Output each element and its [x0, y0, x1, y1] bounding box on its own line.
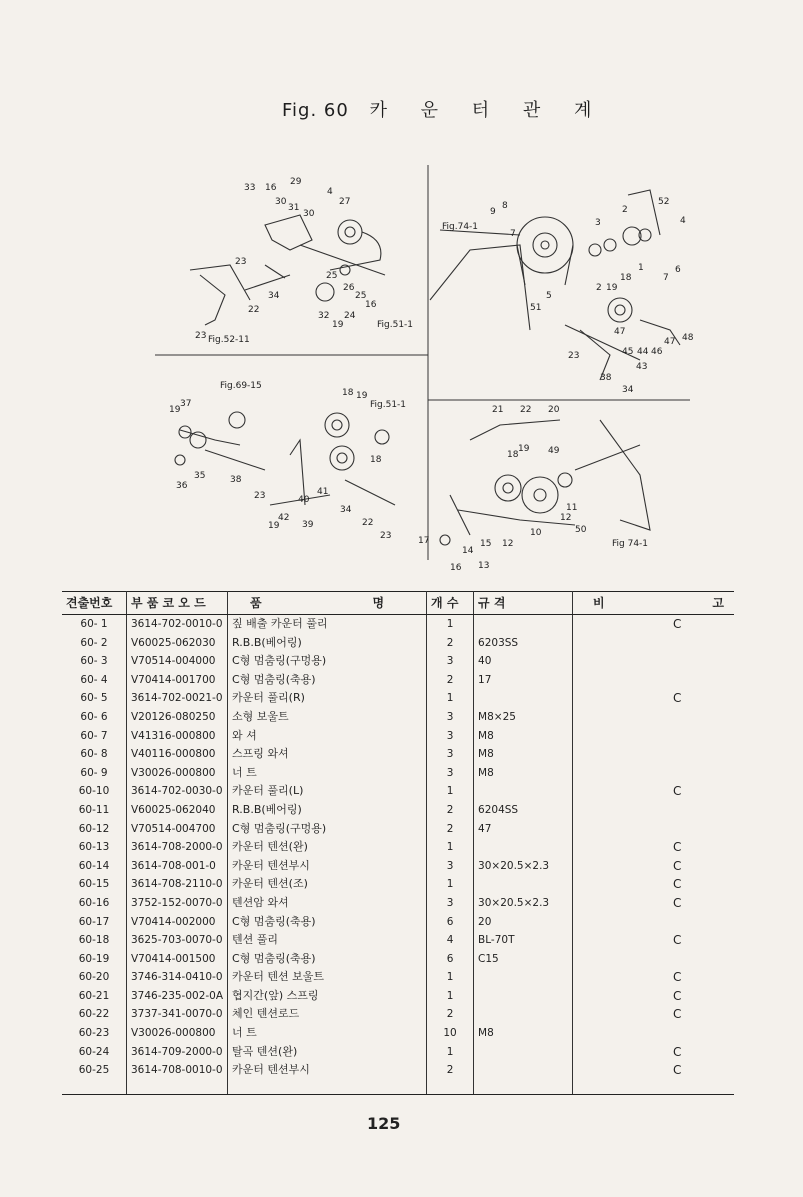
label-37: 37: [180, 399, 192, 409]
cell-code: 3625-703-0070-0: [127, 931, 228, 950]
label-23d: 23: [254, 491, 266, 501]
cell-qty: 1: [427, 968, 474, 987]
label-fig51-1: Fig.51-1: [377, 320, 414, 330]
label-2b: 2: [596, 283, 602, 293]
cell-code: 3746-235-002-0A: [127, 987, 228, 1006]
cell-name: C형 멈춤링(구멍용): [228, 652, 427, 671]
cell-code: V40116-000800: [127, 745, 228, 764]
label-22c: 22: [520, 405, 532, 415]
cell-name: 카운터 텐션부시: [228, 857, 427, 876]
cell-name: R.B.B(베어링): [228, 634, 427, 653]
cell-note: C: [673, 877, 682, 892]
cell-spec: [474, 615, 573, 634]
cell-qty: 2: [427, 801, 474, 820]
label-43: 43: [636, 362, 648, 372]
cell-spec: [474, 987, 573, 1006]
label-25b: 25: [355, 291, 367, 301]
cell-spec: [474, 968, 573, 987]
cell-note: C: [673, 858, 682, 873]
header-name-right: 명: [372, 595, 385, 610]
cell-code: 3614-702-0010-0: [127, 615, 228, 634]
label-38b: 38: [230, 475, 242, 485]
label-22b: 22: [362, 518, 374, 528]
cell-code: 3614-708-001-0: [127, 857, 228, 876]
label-34b: 34: [622, 385, 634, 395]
cell-no: 60- 3: [62, 652, 127, 671]
cell-qty: 6: [427, 913, 474, 932]
cell-spec: 30×20.5×2.3: [474, 857, 573, 876]
cell-note: [573, 820, 734, 839]
cell-note: C: [673, 1007, 682, 1022]
cell-no: 60- 7: [62, 727, 127, 746]
quadrant-dividers: [155, 165, 690, 560]
label-15: 15: [480, 539, 492, 549]
cell-code: V41316-000800: [127, 727, 228, 746]
cell-qty: 1: [427, 838, 474, 857]
cell-note: C: [673, 988, 682, 1003]
table-row: [62, 782, 734, 801]
table-row: [62, 745, 734, 764]
cell-note: C: [673, 617, 682, 631]
cell-name: R.B.B(베어링): [228, 801, 427, 820]
label-7: 7: [510, 229, 516, 239]
label-38: 38: [600, 373, 612, 383]
cell-qty: 1: [427, 782, 474, 801]
table-row: [62, 838, 734, 857]
label-47: 47: [614, 327, 626, 337]
label-39: 39: [302, 520, 314, 530]
cell-code: 3737-341-0070-0: [127, 1005, 228, 1024]
label-46: 46: [651, 347, 663, 357]
cell-no: 60- 9: [62, 764, 127, 783]
cell-qty: 10: [427, 1024, 474, 1043]
cell-no: 60-10: [62, 782, 127, 801]
cell-name: 텐션 풀리: [228, 931, 427, 950]
label-4b: 4: [680, 216, 686, 226]
cell-no: 60-20: [62, 968, 127, 987]
cell-spec: M8: [474, 727, 573, 746]
label-51: 51: [530, 303, 542, 313]
cell-no: 60-25: [62, 1061, 127, 1094]
cell-spec: 6204SS: [474, 801, 573, 820]
cell-no: 60-23: [62, 1024, 127, 1043]
parts-table: [62, 591, 734, 1095]
label-25: 25: [326, 271, 338, 281]
cell-name: 카운터 풀리(L): [228, 782, 427, 801]
table-header-row: [62, 592, 734, 615]
label-7b: 7: [663, 273, 669, 283]
cell-note: C: [673, 691, 682, 706]
label-5: 5: [546, 291, 552, 301]
cell-qty: 3: [427, 708, 474, 727]
header-no: 견출번호: [62, 592, 127, 615]
cell-spec: 40: [474, 652, 573, 671]
cell-qty: 1: [427, 987, 474, 1006]
cell-no: 60-24: [62, 1043, 127, 1062]
cell-qty: 2: [427, 671, 474, 690]
label-23: 23: [235, 257, 247, 267]
cell-note: [573, 745, 734, 764]
label-30: 30: [275, 197, 287, 207]
cell-name: 너 트: [228, 1024, 427, 1043]
header-qty: 개 수: [427, 592, 474, 615]
label-33: 33: [244, 183, 256, 193]
cell-note: [573, 950, 734, 969]
cell-note: [573, 671, 734, 690]
label-8: 8: [502, 201, 508, 211]
cell-note: C: [673, 970, 682, 985]
cell-name: 카운터 텐션(완): [228, 838, 427, 857]
label-19e: 19: [268, 521, 280, 531]
table-row: [62, 1043, 734, 1062]
cell-spec: [474, 875, 573, 894]
label-12: 12: [560, 513, 572, 523]
label-10: 10: [530, 528, 542, 538]
label-24: 24: [344, 311, 356, 321]
cell-code: V70514-004000: [127, 652, 228, 671]
cell-no: 60-11: [62, 801, 127, 820]
cell-qty: 1: [427, 615, 474, 634]
table-row: [62, 913, 734, 932]
label-19b: 19: [606, 283, 618, 293]
table-row: [62, 689, 734, 708]
cell-note: C: [573, 1061, 734, 1094]
cell-no: 60-22: [62, 1005, 127, 1024]
table-row: [62, 968, 734, 987]
cell-name: 텐션암 와셔: [228, 894, 427, 913]
cell-note: [573, 913, 734, 932]
label-50: 50: [575, 525, 587, 535]
cell-qty: 1: [427, 1043, 474, 1062]
label-13: 13: [478, 561, 490, 571]
label-29: 29: [290, 177, 302, 187]
cell-spec: [474, 838, 573, 857]
cell-spec: [474, 689, 573, 708]
header-spec: 규 격: [474, 592, 573, 615]
label-16: 16: [265, 183, 277, 193]
table-row: [62, 987, 734, 1006]
cell-spec: [474, 1005, 573, 1024]
figure-caption: 카 운 터 관 계: [369, 100, 606, 121]
cell-name: C형 멈춤링(축용): [228, 913, 427, 932]
label-26: 26: [343, 283, 355, 293]
label-14: 14: [462, 546, 474, 556]
label-23e: 23: [380, 531, 392, 541]
quadrant-bottom-right: [440, 420, 650, 545]
cell-no: 60-19: [62, 950, 127, 969]
label-44: 44: [637, 347, 649, 357]
cell-qty: 2: [427, 1061, 474, 1094]
table-row: [62, 1061, 734, 1094]
cell-name: 카운터 텐션(조): [228, 875, 427, 894]
table-row: [62, 820, 734, 839]
cell-spec: M8×25: [474, 708, 573, 727]
cell-name: 체인 텐션로드: [228, 1005, 427, 1024]
label-4: 4: [327, 187, 333, 197]
table-row: [62, 727, 734, 746]
cell-name: C형 멈춤링(축용): [228, 671, 427, 690]
label-45: 45: [622, 347, 634, 357]
cell-note: [573, 634, 734, 653]
cell-spec: M8: [474, 745, 573, 764]
cell-qty: 3: [427, 745, 474, 764]
cell-note: [573, 764, 734, 783]
label-fig74-1: Fig.74-1: [442, 222, 479, 232]
label-2: 2: [622, 205, 628, 215]
table-row: [62, 1005, 734, 1024]
cell-qty: 2: [427, 820, 474, 839]
cell-name: C형 멈춤링(축용): [228, 950, 427, 969]
cell-code: 3614-702-0030-0: [127, 782, 228, 801]
quadrant-top-left: [190, 215, 385, 325]
cell-no: 60-14: [62, 857, 127, 876]
cell-code: 3614-708-2110-0: [127, 875, 228, 894]
label-22: 22: [248, 305, 260, 315]
cell-name: 카운터 텐션부시: [228, 1061, 427, 1094]
cell-no: 60-13: [62, 838, 127, 857]
cell-no: 60- 8: [62, 745, 127, 764]
cell-name: 소형 보울트: [228, 708, 427, 727]
table-row: [62, 857, 734, 876]
table-row: [62, 931, 734, 950]
cell-qty: 3: [427, 894, 474, 913]
cell-code: V60025-062040: [127, 801, 228, 820]
table-row: [62, 652, 734, 671]
label-34: 34: [268, 291, 280, 301]
label-35: 35: [194, 471, 206, 481]
label-19: 19: [332, 320, 344, 330]
label-42: 42: [278, 513, 290, 523]
label-6: 6: [675, 265, 681, 275]
label-18d: 18: [507, 450, 519, 460]
cell-spec: 47: [474, 820, 573, 839]
cell-qty: 4: [427, 931, 474, 950]
cell-code: V30026-000800: [127, 764, 228, 783]
label-12b: 12: [502, 539, 514, 549]
label-19d: 19: [356, 391, 368, 401]
cell-spec: BL-70T: [474, 931, 573, 950]
label-49: 49: [548, 446, 560, 456]
table-row: [62, 894, 734, 913]
cell-spec: [474, 782, 573, 801]
cell-code: V30026-000800: [127, 1024, 228, 1043]
header-code: 부 품 코 오 드: [127, 592, 228, 615]
table-row: [62, 615, 734, 634]
label-48: 48: [682, 333, 694, 343]
cell-no: 60- 5: [62, 689, 127, 708]
header-note: [573, 592, 734, 615]
table-row: [62, 950, 734, 969]
label-30b: 30: [303, 209, 315, 219]
header-name-left: 품: [250, 595, 262, 610]
cell-note: C: [673, 1044, 682, 1059]
label-19c: 19: [169, 405, 181, 415]
label-18b: 18: [342, 388, 354, 398]
cell-spec: 30×20.5×2.3: [474, 894, 573, 913]
label-36: 36: [176, 481, 188, 491]
page-number: 125: [367, 1114, 401, 1133]
cell-qty: 6: [427, 950, 474, 969]
cell-no: 60-18: [62, 931, 127, 950]
table-row: [62, 801, 734, 820]
cell-spec: 20: [474, 913, 573, 932]
cell-no: 60-12: [62, 820, 127, 839]
cell-spec: 6203SS: [474, 634, 573, 653]
cell-note: C: [673, 895, 682, 910]
cell-name: 카운터 풀리(R): [228, 689, 427, 708]
cell-code: V60025-062030: [127, 634, 228, 653]
label-34c: 34: [340, 505, 352, 515]
exploded-parts-diagram: [0, 0, 803, 580]
label-32: 32: [318, 311, 330, 321]
label-fig51-1b: Fig.51-1: [370, 400, 407, 410]
cell-code: 3614-708-0010-0: [127, 1061, 228, 1094]
cell-code: V20126-080250: [127, 708, 228, 727]
label-9: 9: [490, 207, 496, 217]
cell-spec: 17: [474, 671, 573, 690]
table-row: [62, 634, 734, 653]
table-row: [62, 875, 734, 894]
cell-qty: 1: [427, 875, 474, 894]
cell-note: [573, 652, 734, 671]
label-11: 11: [566, 503, 578, 513]
label-41: 41: [317, 487, 329, 497]
cell-qty: 3: [427, 652, 474, 671]
cell-code: V70414-001500: [127, 950, 228, 969]
label-27: 27: [339, 197, 351, 207]
parts-table-body: [62, 615, 734, 1095]
cell-note: [573, 801, 734, 820]
cell-note: C: [673, 933, 682, 948]
label-20: 20: [548, 405, 560, 415]
cell-name: 스프링 와셔: [228, 745, 427, 764]
header-note-left: 비: [593, 595, 605, 610]
cell-code: 3614-702-0021-0: [127, 689, 228, 708]
label-17: 17: [418, 536, 430, 546]
figure-number: Fig. 60: [282, 100, 349, 121]
cell-no: 60- 4: [62, 671, 127, 690]
cell-note: [573, 708, 734, 727]
label-19f: 19: [518, 444, 530, 454]
label-23b: 23: [195, 331, 207, 341]
cell-code: 3746-314-0410-0: [127, 968, 228, 987]
quadrant-bottom-left: [175, 412, 395, 505]
cell-name: 와 셔: [228, 727, 427, 746]
cell-code: 3614-709-2000-0: [127, 1043, 228, 1062]
cell-qty: 3: [427, 727, 474, 746]
cell-spec: M8: [474, 764, 573, 783]
cell-note: C: [673, 840, 682, 855]
label-23c: 23: [568, 351, 580, 361]
cell-name: 너 트: [228, 764, 427, 783]
table-row: [62, 764, 734, 783]
cell-spec: [474, 1043, 573, 1062]
label-47b: 47: [664, 337, 676, 347]
label-fig52-11: Fig.52-11: [208, 335, 250, 345]
cell-name: 탈곡 텐션(완): [228, 1043, 427, 1062]
cell-spec: M8: [474, 1024, 573, 1043]
cell-qty: 1: [427, 689, 474, 708]
label-21: 21: [492, 405, 504, 415]
cell-code: V70514-004700: [127, 820, 228, 839]
cell-qty: 2: [427, 634, 474, 653]
label-31: 31: [288, 203, 300, 213]
cell-no: 60- 6: [62, 708, 127, 727]
cell-spec: [474, 1061, 573, 1094]
cell-code: V70414-002000: [127, 913, 228, 932]
label-16b: 16: [365, 300, 377, 310]
table-row: [62, 671, 734, 690]
label-1: 1: [638, 263, 644, 273]
label-fig74-1b: Fig 74-1: [612, 539, 649, 549]
cell-name: 협지간(앞) 스프링: [228, 987, 427, 1006]
cell-code: 3752-152-0070-0: [127, 894, 228, 913]
cell-spec: C15: [474, 950, 573, 969]
label-18: 18: [620, 273, 632, 283]
cell-no: 60-16: [62, 894, 127, 913]
table-row: [62, 1024, 734, 1043]
cell-no: 60-21: [62, 987, 127, 1006]
cell-name: C형 멈춤링(구멍용): [228, 820, 427, 839]
cell-code: V70414-001700: [127, 671, 228, 690]
cell-name: 카운터 텐션 보울트: [228, 968, 427, 987]
cell-qty: 3: [427, 764, 474, 783]
cell-qty: 3: [427, 857, 474, 876]
cell-code: 3614-708-2000-0: [127, 838, 228, 857]
label-40: 40: [298, 495, 310, 505]
cell-no: 60- 1: [62, 615, 127, 634]
cell-no: 60-17: [62, 913, 127, 932]
table-row: [62, 708, 734, 727]
cell-no: 60-15: [62, 875, 127, 894]
cell-name: 짚 배출 카운터 풀리: [228, 615, 427, 634]
cell-note: [573, 1024, 734, 1043]
cell-note: C: [673, 784, 682, 799]
label-52: 52: [658, 197, 670, 207]
header-note-right: 고: [712, 595, 724, 610]
callout-labels: [169, 177, 694, 573]
cell-no: 60- 2: [62, 634, 127, 653]
cell-note: [573, 727, 734, 746]
header-name: [228, 592, 427, 615]
label-fig69-15: Fig.69-15: [220, 381, 262, 391]
label-18c: 18: [370, 455, 382, 465]
label-16c: 16: [450, 563, 462, 573]
cell-qty: 2: [427, 1005, 474, 1024]
label-3: 3: [595, 218, 601, 228]
